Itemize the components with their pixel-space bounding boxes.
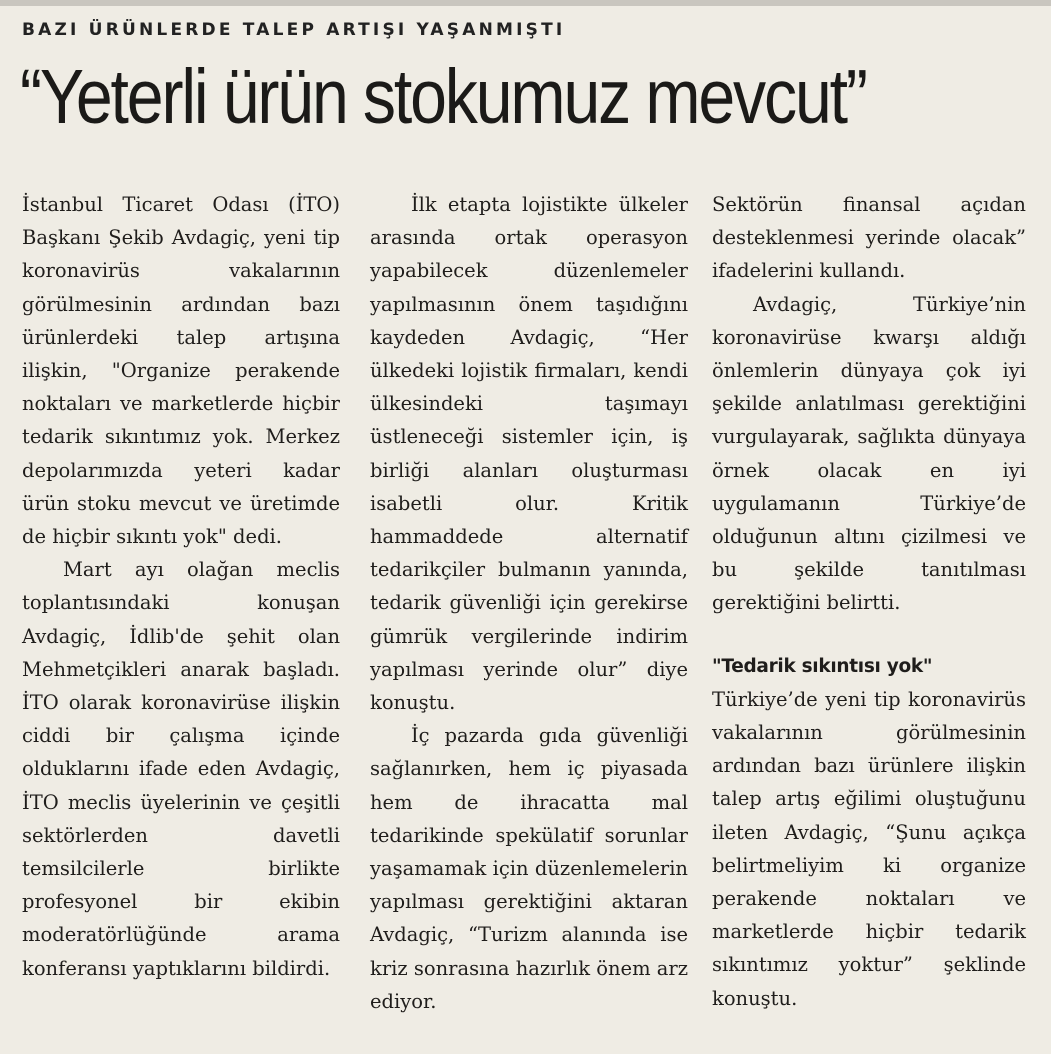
article-column-3 bbox=[712, 188, 1026, 1015]
column2-paragraph-1: İlk etapta lojistikte ülkeler arasında ortak operasyon yapabilecek düzenlemeler yapılmasının önem taşıdığını kaydeden Avdagiç, “Her ülkedeki lojistik firmaları, kendi ülkesindeki taşımayı üstleneceği sistemler için, iş birliği alanları oluşturması isabetli olur. Kritik hammaddede alternatif tedarikçiler bulmanın yanında, tedarik güvenliği için gerekirse gümrük vergilerinde indirim yapılması yerinde olur” diye konuştu. bbox=[370, 193, 688, 715]
article-column-1 bbox=[22, 188, 340, 985]
column3-paragraph-2: Avdagiç, Türkiye’nin koronavirüse kwarşı aldığı önlemlerin dünyaya çok iyi şekilde anlatılması gerektiğini vurgulayarak, sağlıkta dünyaya örnek olacak en iyi uygulamanın Türkiye’de olduğunun altını çizilmesi ve bu şekilde tanıtılması gerektiğini belirtti. bbox=[712, 292, 1026, 615]
column3-paragraph-1: Sektörün finansal açıdan desteklenmesi yerinde olacak” ifadelerini kullandı. bbox=[712, 193, 1026, 283]
article-column-2 bbox=[370, 188, 688, 1018]
column1-paragraph-1: İstanbul Ticaret Odası (İTO) Başkanı Şekib Avdagiç, yeni tip koronavirüs vakalarının görülmesinin ardından bazı ürünlerdeki talep artışına ilişkin, "Organize perakende noktaları ve marketlerde hiçbir tedarik sıkıntımız yok. Merkez depolarımızda yeteri kadar ürün stoku mevcut ve üretimde de hiçbir sıkıntı yok" dedi. bbox=[22, 193, 340, 549]
column3-paragraph-3: Türkiye’de yeni tip koronavirüs vakalarının görülmesinin ardından bazı ürünlere ilişkin talep artış eğilimi oluştuğunu ileten Avdagiç, “Şunu açıkça belirtmeliyim ki organize perakende noktaları ve marketlerde hiçbir tedarik sıkıntımız yoktur” şeklinde konuştu. bbox=[712, 687, 1026, 1010]
column1-paragraph-2: Mart ayı olağan meclis toplantısındaki konuşan Avdagiç, İdlib'de şehit olan Mehmetçikleri anarak başladı. İTO olarak koronavirüse ilişkin ciddi bir çalışma içinde olduklarını ifade eden Avdagiç, İTO meclis üyelerinin ve çeşitli sektörlerden davetli temsilcilerle birlikte profesyonel bir ekibin moderatörlüğünde arama konferansı yaptıklarını bildirdi. bbox=[22, 558, 340, 980]
column2-paragraph-2: İç pazarda gıda güvenliği sağlanırken, hem iç piyasada hem de ihracatta mal tedarikinde spekülatif sorunlar yaşamamak için düzenlemelerin yapılması gerektiğini aktaran Avdagiç, “Turizm alanında ise kriz sonrasına hazırlık önem arz ediyor. bbox=[370, 724, 688, 1013]
kicker: BAZI ÜRÜNLERDE TALEP ARTIŞI YAŞANMIŞTI bbox=[22, 20, 566, 40]
headline: “Yeterli ürün stokumuz mevcut” bbox=[20, 54, 866, 140]
subheading: "Tedarik sıkıntısı yok" bbox=[712, 655, 933, 677]
top-rule bbox=[0, 0, 1051, 6]
